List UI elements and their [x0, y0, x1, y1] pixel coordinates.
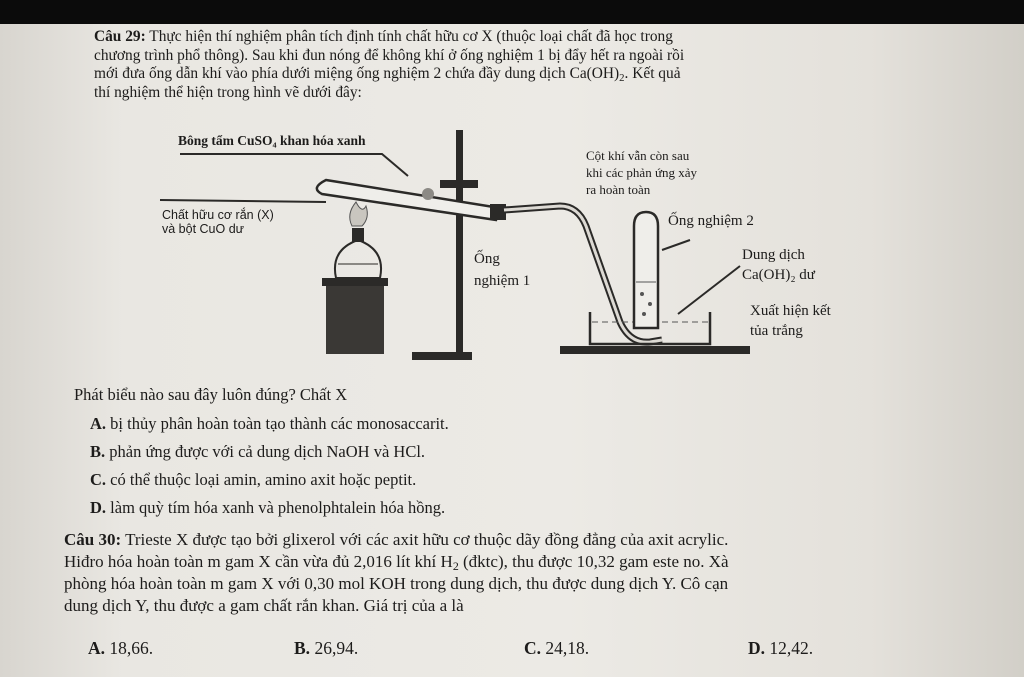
option-key: A.	[90, 414, 107, 433]
q29-title: Câu 29:	[94, 28, 146, 45]
q29-option-c[interactable]	[90, 470, 416, 490]
q29-option-a[interactable]	[90, 414, 449, 434]
label-gas-1: Cột khí vẫn còn sau	[586, 148, 690, 163]
label-precipitate-1: Xuất hiện kết	[750, 303, 831, 319]
q29-line-3	[94, 65, 914, 84]
bubble	[640, 292, 644, 296]
q30-line-2b: (đktc), thu được 10,32 gam este no. Xà	[458, 552, 729, 571]
q29-line-4: thí nghiệm thể hiện trong hình vẽ dưới đây:	[94, 83, 362, 101]
q29-line-1-text: Thực hiện thí nghiệm phân tích định tính chất hữu cơ X (thuộc loại chất đã học trong	[145, 28, 673, 45]
bubble	[648, 302, 652, 306]
option-text: bị thủy phân hoàn toàn tạo thành các monosaccarit.	[106, 414, 449, 433]
label-tube1-2: nghiệm 1	[474, 273, 531, 289]
option-key: B.	[90, 442, 106, 461]
q30-line-2	[64, 551, 964, 573]
q29-prompt: Phát biểu nào sau đây luôn đúng? Chất X	[74, 385, 348, 404]
flame	[350, 202, 368, 226]
q30-line-1	[64, 529, 964, 551]
answer-key: C.	[524, 638, 542, 658]
option-text: có thể thuộc loại amin, amino axit hoặc peptit.	[106, 470, 417, 489]
answer-text: 24,18.	[541, 638, 590, 658]
spirit-lamp	[335, 240, 381, 278]
stand-rod	[456, 130, 463, 354]
stopper	[490, 204, 506, 220]
answer-text: 26,94.	[310, 638, 359, 658]
q30-answer-b[interactable]	[294, 638, 358, 659]
basin-base	[560, 346, 750, 354]
q30-title: Câu 30:	[64, 530, 122, 549]
test-tube-2	[634, 212, 658, 328]
q29-line-3-end: . Kết quả	[624, 65, 681, 83]
heater-top	[322, 278, 388, 286]
label-precipitate-2: tủa trắng	[750, 323, 803, 339]
label-cotton: Bông tẩm CuSO₄ khan hóa xanh	[178, 133, 366, 148]
photo-black-border	[0, 0, 1024, 24]
question-30-stem	[64, 529, 964, 617]
heater-block	[326, 284, 384, 354]
q30-answer-a[interactable]	[88, 638, 153, 659]
answer-key: B.	[294, 638, 311, 658]
q29-line-1	[94, 28, 914, 47]
experiment-diagram	[150, 122, 870, 368]
q30-line-2a: Hiđro hóa hoàn toàn m gam X cần vừa đủ 2,016 lít khí H	[64, 552, 453, 571]
q30-answer-d[interactable]	[748, 638, 813, 659]
pointer-solution	[662, 240, 690, 250]
answer-text: 12,42.	[765, 638, 814, 658]
option-key: D.	[90, 498, 107, 517]
q30-line-1-text: Trieste X được tạo bởi glixerol với các axit hữu cơ thuộc dãy đồng đẳng của axit acrylic.	[121, 530, 729, 549]
label-gas-3: ra hoàn toàn	[586, 182, 651, 197]
answer-key: D.	[748, 638, 766, 658]
lamp-wick-holder	[352, 228, 364, 242]
cotton-plug	[422, 188, 434, 200]
q29-line-2: chương trình phổ thông). Sau khi đun nóng để không khí ở ống nghiệm 1 bị đẩy hết ra ngoài rồi	[94, 46, 685, 64]
q29-option-d[interactable]	[90, 498, 445, 518]
pointer-solid	[160, 200, 326, 202]
label-solid-1: Chất hữu cơ rắn (X)	[162, 208, 274, 222]
option-text: làm quỳ tím hóa xanh và phenolphtalein hóa hồng.	[106, 498, 446, 517]
q29-line-3-sub: 2	[619, 72, 625, 85]
answer-text: 18,66.	[105, 638, 154, 658]
q29-option-b[interactable]	[90, 442, 425, 462]
label-gas-2: khi các phản ứng xảy	[586, 165, 698, 180]
q30-line-2-sub: 2	[452, 559, 459, 573]
q30-line-3: phòng hóa hoàn toàn m gam X với 0,30 mol KOH trong dung dịch, thu được dung dịch Y. Cô cạn	[64, 574, 729, 593]
q30-answer-c[interactable]	[524, 638, 589, 659]
option-key: C.	[90, 470, 107, 489]
label-solid-2: và bột CuO dư	[162, 222, 245, 236]
label-solution-2: Ca(OH)₂ dư	[742, 267, 815, 283]
label-tube1-1: Ống	[474, 251, 500, 267]
clamp-upper	[440, 180, 478, 188]
pointer-precipitate	[678, 266, 740, 314]
question-29-stem	[94, 28, 914, 102]
pointer-cotton	[180, 154, 408, 176]
label-solution-1: Dung dịch	[742, 247, 805, 263]
q29-line-3-text: mới đưa ống dẫn khí vào phía dưới miệng ống nghiệm 2 chứa đầy dung dịch Ca(OH)	[94, 65, 620, 83]
answer-key: A.	[88, 638, 106, 658]
label-tube2: Ống nghiệm 2	[668, 213, 754, 229]
bubble	[642, 312, 646, 316]
q30-line-4: dung dịch Y, thu được a gam chất rắn khan. Giá trị của a là	[64, 596, 464, 615]
option-text: phản ứng được với cả dung dịch NaOH và HCl.	[105, 442, 426, 461]
